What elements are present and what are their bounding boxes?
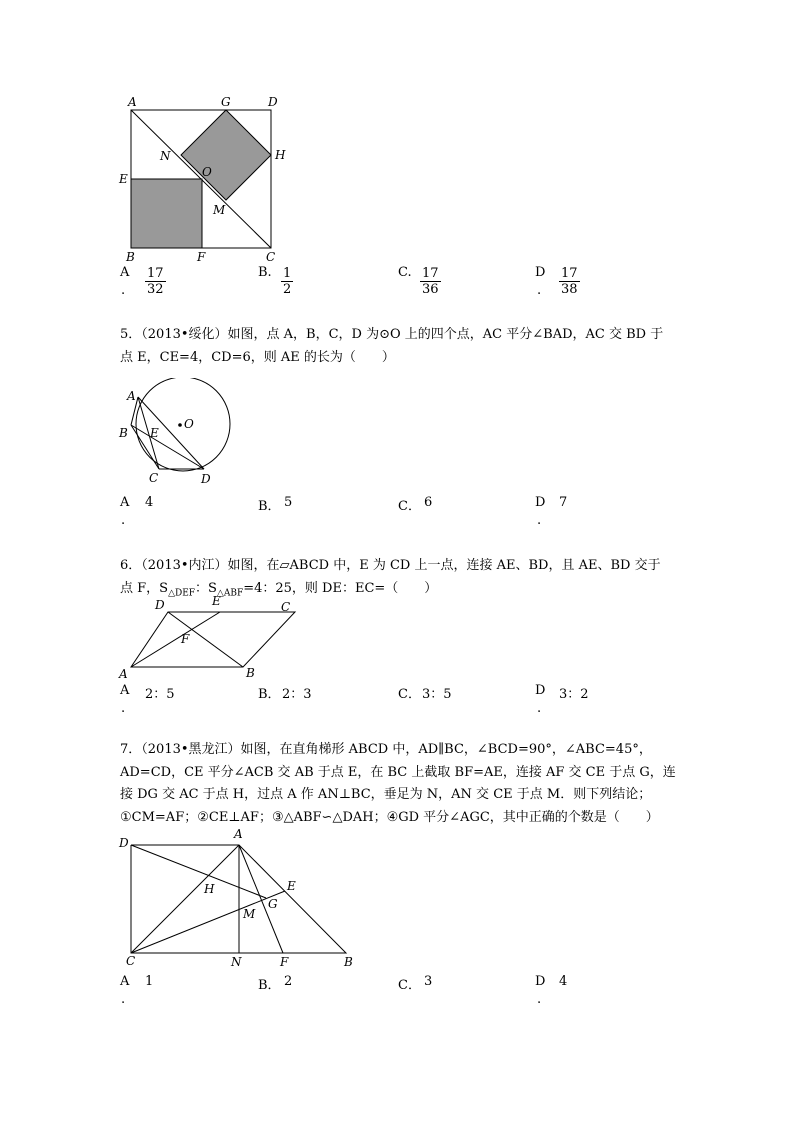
q7-line-3: 接 DG 交 AC 于点 H，过点 A 作 AN⊥BC，垂足为 N，AN 交 CE 于点 M．则下列结论； [120, 787, 652, 802]
q4-option-d-fraction [559, 266, 580, 297]
q7-line-1: 7．（2013•黑龙江）如图，在直角梯形 ABCD 中，AD∥BC，∠BCD=90°，∠ABC=45°， [120, 742, 652, 757]
q5-label-D: D [201, 472, 211, 486]
q4-option-b-letter: B. [258, 265, 272, 280]
q6-option-b-text: 2：3 [282, 687, 312, 702]
q6-label-B: B [246, 666, 255, 680]
q4-label-O: O [202, 165, 212, 179]
q6-label-F: F [181, 632, 190, 646]
q4-label-A: A [128, 95, 137, 109]
q7-option-a-letter: A [120, 974, 130, 989]
q4-option-c-fraction [420, 266, 441, 297]
q4-option-b-num: 1 [283, 266, 292, 281]
q4-label-F: F [197, 250, 206, 264]
q7-option-d-letter: D [535, 974, 546, 989]
q4-option-a-fraction [145, 266, 166, 297]
q6-option-a-text: 2：5 [145, 687, 175, 702]
q4-figure [110, 92, 300, 267]
q6-option-c-text: 3：5 [422, 687, 452, 702]
q7-label-F: F [280, 955, 289, 969]
q4-label-C: C [266, 250, 276, 264]
q4-option-d-dot: . [537, 283, 542, 298]
q4-option-a-den: 32 [147, 282, 164, 297]
q5-option-c-letter: C． [398, 499, 421, 514]
q6-option-a-letter: A [120, 683, 130, 698]
q4-option-a-letter: A [120, 265, 130, 280]
q5-option-a-text: 4 [145, 495, 154, 510]
q5-line-2: 点 E，CE=4，CD=6，则 AE 的长为（ ） [120, 349, 395, 365]
q7-option-d-text: 4 [559, 974, 568, 989]
q4-option-a-dot: . [121, 283, 126, 298]
q7-label-M: M [243, 907, 256, 921]
q5-option-b-letter: B． [258, 499, 281, 514]
q6-option-c-letter: C． [398, 687, 421, 702]
q4-label-E: E [119, 172, 128, 186]
q4-label-B: B [126, 250, 135, 264]
q7-option-c-text: 3 [424, 974, 433, 989]
q6-line-2c: =4：25，则 DE：EC=（ ） [243, 580, 438, 596]
q7-question [120, 739, 680, 829]
q7-label-D: D [119, 836, 129, 850]
q5-label-B: B [119, 426, 128, 440]
q7-label-A: A [234, 827, 243, 841]
q5-label-O: O [184, 417, 194, 431]
q6-label-C: C [281, 600, 291, 614]
q7-option-b-text: 2 [284, 974, 293, 989]
q5-option-d-letter: D [535, 495, 546, 510]
q4-option-b-den: 2 [283, 282, 292, 297]
q4-label-G: G [221, 95, 231, 109]
q7-label-B: B [344, 955, 353, 969]
q6-line-2a: 点 F，S [120, 580, 169, 596]
q5-option-b-text: 5 [284, 495, 293, 510]
q6-label-A: A [119, 667, 128, 681]
q7-label-N: N [231, 955, 242, 969]
q4-option-d-num: 17 [561, 266, 578, 281]
q6-sub-def: △DEF [168, 588, 196, 599]
q6-option-a-dot: . [121, 701, 126, 716]
q4-label-M: M [213, 203, 226, 217]
q4-option-a-num: 17 [147, 266, 164, 281]
q6-label-E: E [212, 594, 221, 608]
q6-line-1: 6．（2013•内江）如图，在▱ABCD 中，E 为 CD 上一点，连接 AE、BD，且 AE、BD 交于 [120, 558, 661, 573]
q5-option-a-letter: A [120, 495, 130, 510]
q7-label-H: H [204, 882, 215, 896]
q7-option-a-dot: . [121, 992, 126, 1007]
q6-figure [112, 594, 302, 684]
q6-option-b-letter: B． [258, 687, 281, 702]
q7-line-2: AD=CD，CE 平分∠ACB 交 AB 于点 E，在 BC 上截取 BF=AE，连接 AF 交 CE 于点 G，连 [120, 764, 676, 780]
q4-label-N: N [160, 149, 171, 163]
q4-option-b-fraction [281, 266, 293, 297]
q7-figure [112, 826, 362, 971]
q7-label-G: G [268, 897, 278, 911]
q4-label-D: D [268, 95, 278, 109]
q7-option-a-text: 1 [145, 974, 154, 989]
q6-sub-abf: △ABF [216, 588, 244, 599]
q4-label-H: H [275, 148, 286, 162]
q6-label-D: D [155, 598, 165, 612]
q5-option-a-dot: . [121, 513, 126, 528]
q7-label-E: E [287, 879, 296, 893]
q7-line-4: ①CM=AF；②CE⊥AF；③△ABF∽△DAH；④GD 平分∠AGC，其中正确的个数是（ ） [120, 809, 659, 825]
q6-option-d-letter: D [535, 683, 546, 698]
q5-option-d-text: 7 [559, 495, 568, 510]
q6-option-d-dot: . [537, 701, 542, 716]
q4-option-c-letter: C. [398, 265, 412, 280]
q5-option-c-text: 6 [424, 495, 433, 510]
q4-option-c-den: 36 [422, 282, 439, 297]
q5-label-C: C [149, 471, 159, 485]
q5-line-1: 5．（2013•绥化）如图，点 A，B，C，D 为⊙O 上的四个点，AC 平分∠BAD，AC 交 BD 于 [120, 327, 664, 342]
q5-label-A: A [127, 389, 136, 403]
q5-question [120, 324, 680, 369]
q7-option-b-letter: B． [258, 978, 281, 993]
q5-option-d-dot: . [537, 513, 542, 528]
q5-label-E: E [150, 426, 159, 440]
q6-option-d-text: 3：2 [559, 687, 589, 702]
q7-option-d-dot: . [537, 992, 542, 1007]
q4-option-c-num: 17 [422, 266, 439, 281]
q7-label-C: C [126, 954, 136, 968]
q5-figure [112, 378, 242, 488]
q4-option-d-letter: D [535, 265, 546, 280]
q7-option-c-letter: C． [398, 978, 421, 993]
q6-line-2b: ：S [195, 580, 217, 596]
q4-option-d-den: 38 [561, 282, 578, 297]
